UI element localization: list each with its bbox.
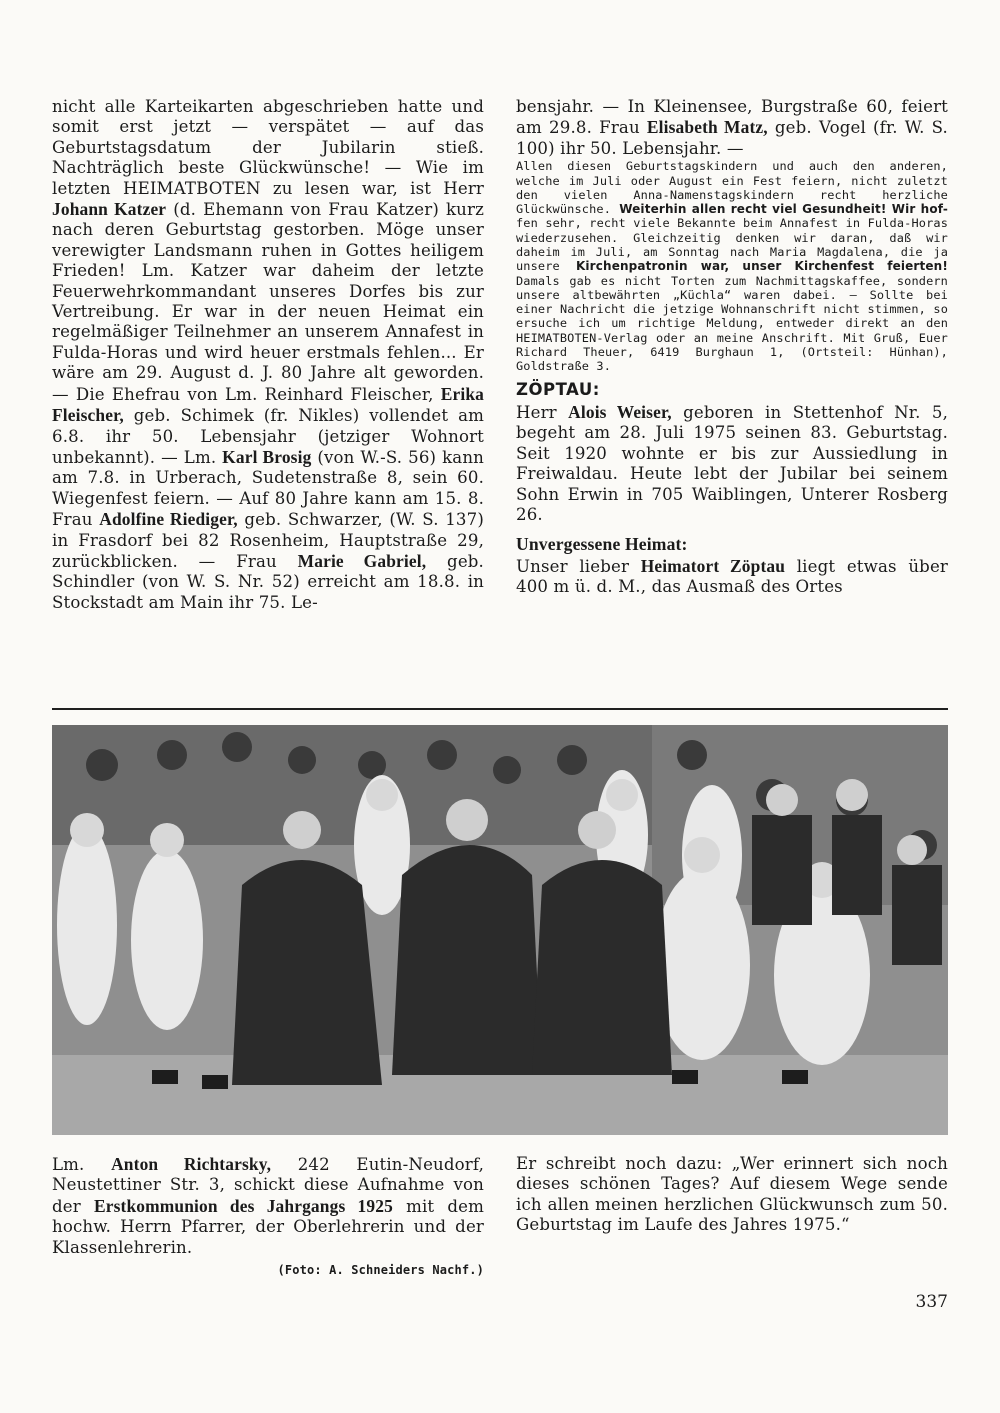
right-column bbox=[516, 97, 948, 598]
group-photo bbox=[52, 725, 948, 1135]
zoeptau-paragraph: Herr Alois Weiser, geboren in Stettenhof Nr. 5, begeht am 28. Juli 1975 seinen 83. Geburtstag. Seit 1920 wohnte er bis zur Aussiedlung in Freiwaldau. Heute lebt der Jubilar bei seinem Sohn Erwin in 705 Waiblingen, Unterer Rosberg 26. bbox=[516, 402, 949, 525]
right-column-text: bensjahr. — In Kleinensee, Burgstraße 60, feiert am 29.8. Frau Elisabeth Matz, geb. Vogel (fr. W. S. 100) ihr 50. Lebensjahr. — bbox=[516, 97, 948, 158]
group-photo-drawing bbox=[52, 725, 948, 1135]
left-column-text: nicht alle Karteikarten abgeschrieben hatte und somit erst jetzt — verspätet — auf das Geburtstagsdatum der Jubilarin stieß. Nachträglich beste Glückwünsche! — Wie im letzten HEIMATBOTEN zu lesen war, ist Herr Johann Katzer (d. Ehemann von Frau Katzer) kurz nach deren Geburtstag gestorben. Möge unser verewigter Landsmann ruhen in Gottes heiligem Frieden! Lm. Katzer war daheim der letzte Feuerwehrkommandant unseres Dorfes bis zur Vertreibung. Er war in der neuen Heimat ein regelmäßiger Teilnehmer an unserem Annafest in Fulda-Horas und wird heuer erstmals fehlen... Er wäre am 29. August d. J. 80 Jahre alt geworden. — Die Ehefrau von Lm. Reinhard Fleischer, Erika Fleischer, geb. Schimek (fr. Nikles) vollendet am 6.8. ihr 50. Lebensjahr (jetziger Wohnort unbekannt). — Lm. Karl Brosig (von W.-S. 56) kann am 7.8. in Urberach, Sudetenstraße 8, sein 60. Wiegenfest feiern. — Auf 80 Jahre kann am 15. 8. Frau Adolfine Riediger, geb. Schwarzer, (W. S. 137) in Frasdorf bei 82 Rosenheim, Hauptstraße 29, zurückblicken. — Frau Marie Gabriel, geb. Schindler (von W. S. Nr. 52) erreicht am 18.8. in Stockstadt am Main ihr 75. Le- bbox=[52, 97, 485, 612]
heimat-paragraph: Unser lieber Heimatort Zöptau liegt etwas über 400 m ü. d. M., das Ausmaß des Ortes bbox=[516, 555, 948, 597]
greetings-paragraph: Allen diesen Geburtstagskindern und auch den anderen, welche im Juli oder August ein Fest feiern, nicht zuletzt den vielen Anna-Namenstagskindern recht herzliche Glückwünsche. Weiterhin allen recht viel Gesundheit! Wir hof- fen sehr, recht viele Bekannte beim Annafest in Fulda-Horas wiederzusehen. Gleichzeitig denken wir daran, daß wir daheim im Juli, am Sonntag nach Maria Magdalena, die ja unsere Kirchenpatronin war, unser Kirchenfest feierten! Damals gab es nicht Torten zum Nachmittagskaffee, sondern unsere altbewährten „Küchla“ waren dabei. — Sollte bei einer Nachricht die jetzige Wohnanschrift nicht stimmen, so ersuche ich um richtige Meldung, entweder direkt an den HEIMATBOTEN-Verlag oder an meine Anschrift. Mit Gruß, Euer Richard Theuer, 6419 Burghaun 1, (Ortsteil: Hünhan), Goldstraße 3. bbox=[516, 159, 948, 374]
left-column bbox=[52, 97, 484, 613]
section-heading-zoeptau: ZÖPTAU: bbox=[516, 379, 600, 399]
page-number: 337 bbox=[915, 1292, 948, 1312]
photo-credit: (Foto: A. Schneiders Nachf.) bbox=[277, 1263, 484, 1278]
caption-continuation bbox=[516, 1154, 948, 1236]
section-heading-heimat: Unvergessene Heimat: bbox=[516, 533, 688, 554]
caption-text: Lm. Anton Richtarsky, 242 Eutin-Neudorf, Neustettiner Str. 3, schickt diese Aufnahme von der Erstkommunion des Jahrgangs 1925 mit dem hochw. Herrn Pfarrer, der Oberlehrerin und der Klassenlehrerin. bbox=[52, 1154, 485, 1257]
photo-caption bbox=[52, 1154, 484, 1280]
horizontal-rule bbox=[52, 708, 948, 710]
caption-right-text: Er schreibt noch dazu: „Wer erinnert sich noch dieses schönen Tages? Auf diesem Wege sende ich allen meinen herzlichen Glückwunsch zum 50. Geburtstag im Laufe des Jahres 1975.“ bbox=[516, 1154, 948, 1235]
